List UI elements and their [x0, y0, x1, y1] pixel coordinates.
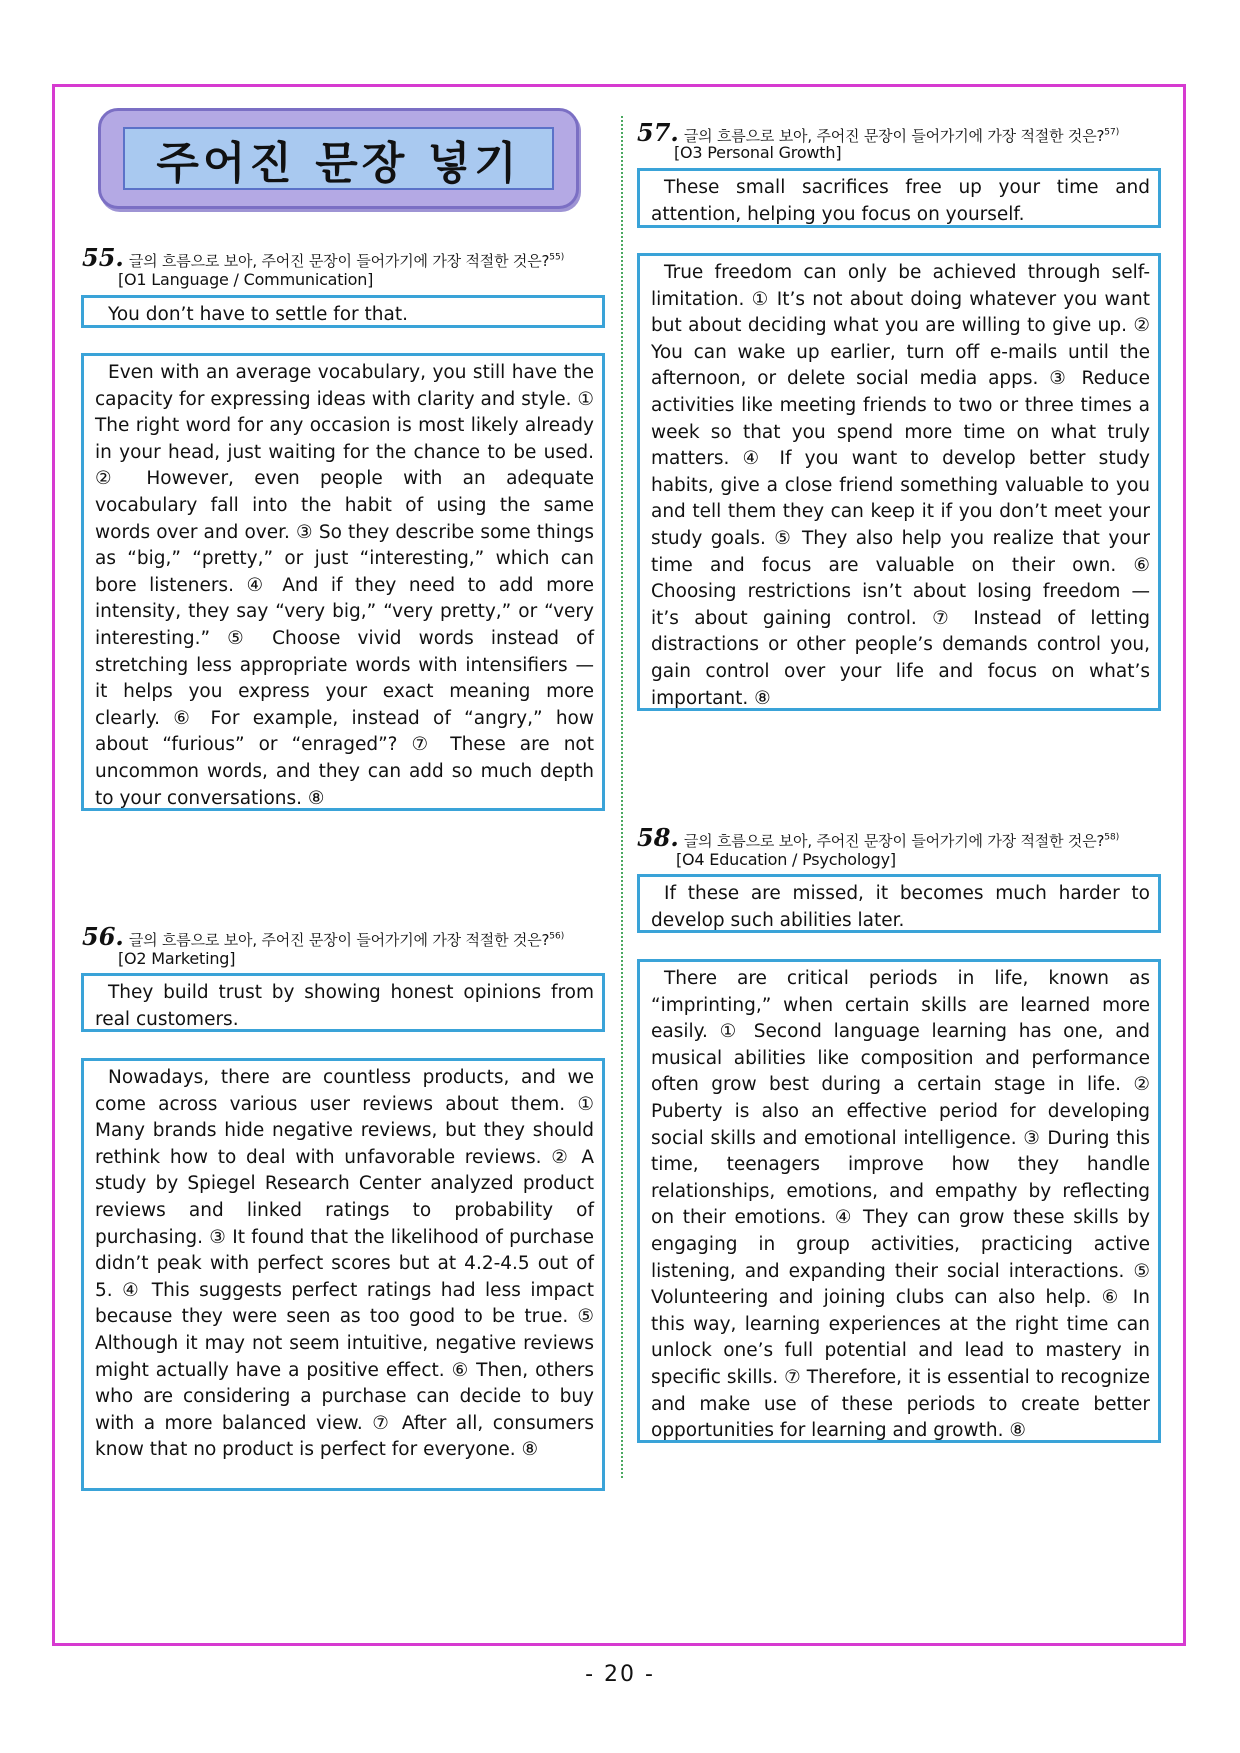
question-number: 55.	[82, 243, 124, 272]
section-title: 주어진 문장 넣기	[156, 137, 521, 189]
passage-text: Even with an average vocabulary, you still have the capacity for expressing ideas with clarity and style. ① The right word for any occasion is most likely already in your head, just waiting for the chance to be used. ② However, even people with an adequate vocabulary fall into the habit of using the same words over and over. ③ So they describe some things as “big,” “pretty,” or just “interesting,” which can bore listeners. ④ And if they need to add more intensity, they say “very big,” “very pretty,” or “very interesting.” ⑤ Choose vivid words instead of stretching less appropriate words with intensifiers — it helps you express your exact meaning more clearly. ⑥ For example, instead of “angry,” how about “furious” or “enraged”? ⑦ These are not uncommon words, and they can add so much depth to your conversations. ⑧	[95, 362, 594, 809]
footnote-ref: 56)	[549, 931, 565, 942]
question-category: [O4 Education / Psychology]	[676, 850, 896, 869]
given-sentence-box	[637, 874, 1161, 933]
given-sentence: You don’t have to settle for that.	[108, 304, 408, 325]
section-title-inner	[123, 127, 554, 190]
passage-box	[637, 253, 1161, 711]
question-55-header	[82, 243, 564, 272]
question-prompt: 글의 흐름으로 보아, 주어진 문장이 들어가기에 가장 적절한 것은?	[128, 931, 550, 949]
given-sentence: These small sacrifices free up your time and attention, helping you focus on yourself.	[651, 177, 1150, 225]
footnote-ref: 58)	[1104, 832, 1120, 843]
passage-text: There are critical periods in life, known as “imprinting,” when certain skills are learned more easily. ① Second language learning has one, and musical abilities like composition and performance often grow best during a certain stage in life. ② Puberty is also an effective period for developing social skills and emotional intelligence. ③ During this time, teenagers improve how they handle relationships, emotions, and empathy by reflecting on their emotions. ④ They can grow these skills by engaging in group activities, practicing active listening, and expanding their social interactions. ⑤ Volunteering and joining clubs can also help. ⑥ In this way, learning experiences at the right time can unlock one’s full potential and lead to mastery in specific skills. ⑦ Therefore, it is essential to recognize and make use of these periods to create better opportunities for learning and growth. ⑧	[651, 968, 1150, 1442]
given-sentence: They build trust by showing honest opinions from real customers.	[95, 982, 594, 1030]
passage-box	[637, 959, 1161, 1443]
question-category: [O1 Language / Communication]	[118, 270, 374, 289]
question-prompt: 글의 흐름으로 보아, 주어진 문장이 들어가기에 가장 적절한 것은?	[128, 252, 550, 270]
question-prompt: 글의 흐름으로 보아, 주어진 문장이 들어가기에 가장 적절한 것은?	[683, 832, 1105, 850]
question-prompt: 글의 흐름으로 보아, 주어진 문장이 들어가기에 가장 적절한 것은?	[683, 127, 1105, 145]
column-divider	[621, 116, 623, 1478]
question-category: [O3 Personal Growth]	[674, 143, 842, 162]
question-number: 56.	[82, 922, 124, 951]
question-number: 58.	[637, 823, 679, 852]
section-title-banner	[98, 108, 579, 209]
footnote-ref: 57)	[1104, 127, 1120, 138]
question-58-header	[637, 823, 1119, 852]
passage-text: True freedom can only be achieved through self-limitation. ① It’s not about doing whatever you want but about deciding what you are willing to give up. ② You can wake up earlier, turn off e-mails until the afternoon, or delete social media apps. ③ Reduce activities like meeting friends to two or three times a week so that you spend more time on what truly matters. ④ If you want to develop better study habits, give a close friend something valuable to you and tell them they can keep it if you don’t meet your study goals. ⑤ They also help you realize that your time and focus are valuable on their own. ⑥ Choosing restrictions isn’t about losing freedom — it’s about gaining control. ⑦ Instead of letting distractions or other people’s demands control you, gain control over your life and focus on what’s important. ⑧	[651, 262, 1150, 709]
given-sentence-box	[81, 295, 605, 328]
question-category: [O2 Marketing]	[118, 949, 236, 968]
passage-text: Nowadays, there are countless products, and we come across various user reviews about them. ① Many brands hide negative reviews, but they should rethink how to deal with unfavorable reviews. ② A study by Spiegel Research Center analyzed product reviews and linked ratings to probability of purchasing. ③ It found that the likelihood of purchase didn’t peak with perfect scores but at 4.2-4.5 out of 5. ④ This suggests perfect ratings had less impact because they were seen as too good to be true. ⑤ Although it may not seem intuitive, negative reviews might actually have a positive effect. ⑥ Then, others who are considering a purchase can decide to buy with a more balanced view. ⑦ After all, consumers know that no product is perfect for everyone. ⑧	[95, 1067, 594, 1461]
given-sentence-box	[637, 168, 1161, 228]
footnote-ref: 55)	[549, 252, 565, 263]
passage-box	[81, 1058, 605, 1491]
given-sentence: If these are missed, it becomes much harder to develop such abilities later.	[651, 883, 1150, 931]
page-number: - 20 -	[585, 1662, 655, 1687]
given-sentence-box	[81, 973, 605, 1032]
question-number: 57.	[637, 118, 679, 147]
question-56-header	[82, 922, 564, 951]
passage-box	[81, 353, 605, 811]
